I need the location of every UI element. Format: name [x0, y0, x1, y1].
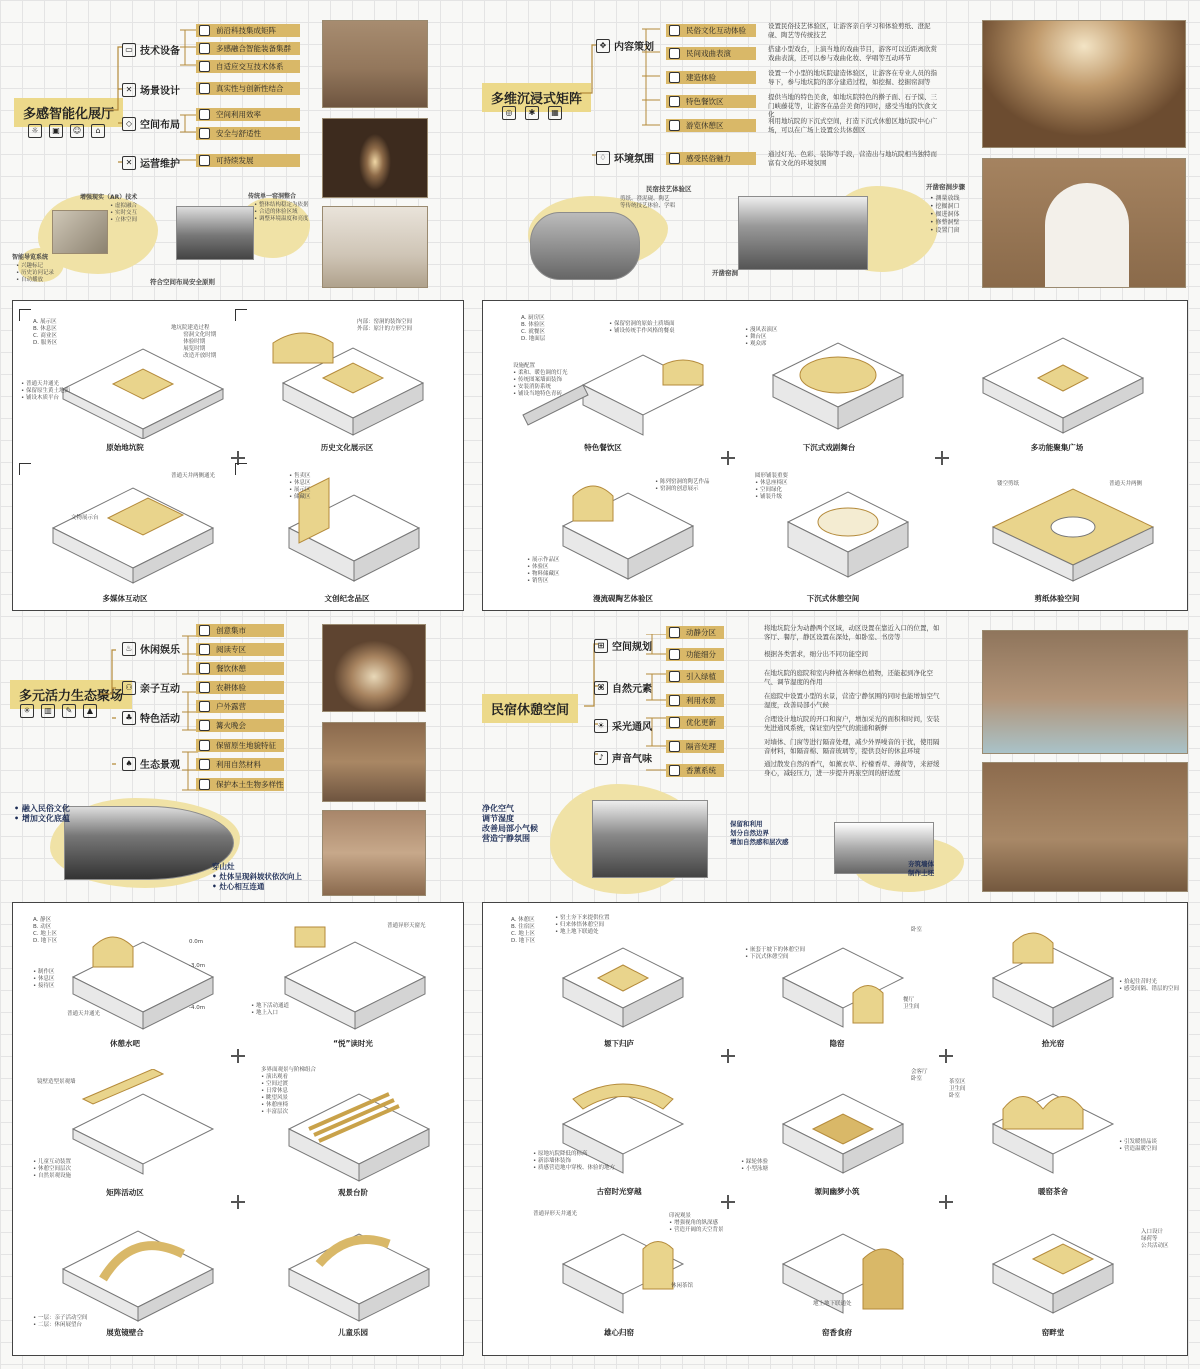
- q7-legend: A. 静区 B. 动区 C. 地上区 D. 地下区: [33, 917, 58, 944]
- iso-yaopan-hall: [973, 1209, 1133, 1319]
- cat-family: ⚇ 亲子互动: [122, 680, 180, 695]
- cat-layout: ◇ 空间布局: [122, 116, 180, 131]
- render-hall-2: [322, 118, 428, 198]
- cat-sound-scent: ♪ 声音气味: [594, 750, 652, 765]
- bird-icon: [199, 779, 210, 790]
- immersive-icons: [502, 106, 562, 120]
- leaf-icon: [669, 671, 680, 682]
- family-icon: ⚇: [122, 681, 136, 695]
- mask-icon: [669, 25, 680, 36]
- homestay-note-wall: 夯筑墙体 制作土坯: [908, 860, 934, 877]
- bar-folk: 民俗文化互动体验: [666, 24, 756, 37]
- frame-tr: [235, 309, 247, 321]
- panel-exhibition-diagrams: [12, 300, 464, 611]
- leaf-icon: [199, 155, 210, 166]
- bar-market: 创意集市: [196, 624, 284, 637]
- bench-icon: [669, 120, 680, 131]
- render-arch-suite: [982, 762, 1188, 892]
- homestay-note-air: 净化空气 调节湿度 改善局部小气候 营造宁静氛围: [482, 804, 538, 843]
- render-lantern-hall: [982, 20, 1186, 148]
- q8-legend: A. 休憩区 B. 住宿区 C. 地上区 D. 地下区: [511, 917, 536, 944]
- iso-plaza: [963, 323, 1163, 439]
- cat-tech: ▭ 技术设备: [122, 42, 180, 57]
- bar-safety: 安全与舒适性: [196, 127, 300, 140]
- desc-subdivide: 根据各类需求，细分出不同功能空间: [764, 650, 868, 658]
- iso-hidden-cave: [763, 923, 923, 1033]
- iso-papercut: [973, 477, 1173, 587]
- bar-aroma: 香薰系统: [666, 764, 724, 777]
- q3-note-light: • 普通天井通光 • 保留原生黄土地面 • 铺设木质平台: [21, 381, 70, 401]
- q4-note-twin: 普通天井两侧: [1109, 481, 1143, 487]
- quadrant-homestay: [482, 614, 1200, 904]
- book-icon: [199, 644, 210, 655]
- guide-items: • 兴趣标记 • 历史访问记录 • 自动播放: [16, 263, 54, 283]
- q4-legend: A. 厨房区 B. 体验区 C. 就餐区 D. 地面层: [521, 315, 546, 342]
- quadrant-immersive-matrix: [491, 0, 1200, 295]
- q8-note-1: • 窑土夯下来提供位置 • 归来体悟休憩空间 • 地上地下联通处: [555, 915, 610, 935]
- bulb-icon: ☼: [28, 124, 42, 138]
- forest-icon: ♠: [122, 757, 136, 771]
- wood-icon: [199, 759, 210, 770]
- cap-tea: 暖窑茶舍: [1038, 1187, 1068, 1196]
- plan-icon: ⊞: [594, 639, 608, 653]
- q7-cross-2: [231, 1195, 245, 1209]
- desc-optimize: 合理设计地坑院的开口和窗户，增加采光的面积和时间，安装先进通风系统，保证室内空气的流通和新鲜: [764, 715, 940, 732]
- bar-sustain: 可持续发展: [196, 154, 300, 167]
- cat-leisure: ♨ 休闲娱乐: [122, 641, 180, 656]
- q4-note-facility: 设施配置 • 柔和、暖色调的灯光 • 传统图案墙面装饰 • 安装消防系统 • 铺设当地特色青砖: [513, 363, 568, 397]
- lamp-icon: ♢: [596, 151, 610, 165]
- q8-note-4: 卧室: [911, 927, 923, 933]
- vr-icon: ◎: [502, 106, 516, 120]
- bowl-icon: [669, 96, 680, 107]
- q4-note-pottery: • 陈列窑洞的陶艺作品 • 窑洞的创意展示: [655, 479, 710, 492]
- q4-note-zones: • 展示作品区 • 体验区 • 物料储藏区 • 销售区: [527, 557, 560, 584]
- cap-kitchen: 窑香食府: [822, 1328, 852, 1337]
- split-icon: [669, 649, 680, 660]
- store-icon: [199, 625, 210, 636]
- cap-shiguang: 拾光窑: [1041, 1039, 1065, 1048]
- window-icon: [669, 717, 680, 728]
- bar-folk-charm: 感受民俗魅力: [666, 152, 756, 165]
- cap-dream: 塬间幽梦小筑: [814, 1187, 860, 1196]
- cap-matrix: 矩阵活动区: [106, 1188, 144, 1197]
- hammer-icon: [669, 72, 680, 83]
- iso-multimedia: [33, 473, 233, 589]
- desc-opera: 搭建小型戏台，上演当地的戏曲节目，游客可以近距离欣赏戏曲表演，还可以参与戏曲化妆、学唱等互动环节: [768, 45, 937, 62]
- q4-note-stage: • 漫风表演区 • 舞台区 • 观众席: [745, 327, 778, 347]
- safety-note: 符合空间布局安全原则: [150, 278, 215, 286]
- render-hall-1: [322, 20, 428, 108]
- cap-papercut: 剪纸体验空间: [1034, 594, 1080, 603]
- q8-note-7: • 踩轮体验 • 小型泳塘: [741, 1159, 768, 1172]
- iso-mirror: [43, 1209, 233, 1325]
- cap-multimedia: 多媒体互动区: [102, 594, 148, 603]
- q8-note-6: • 原地坑院降低的标高 • 新添墙体装饰 • 质感营造地中穿梭、体验的地方: [533, 1151, 615, 1171]
- bar-bonfire: 篝火晚会: [196, 719, 284, 732]
- q4-note-papercut: 镂空剪纸: [997, 481, 1020, 487]
- q7-note-passage: • 地下活动通道 • 地上入口: [251, 1003, 289, 1016]
- q8-cross-3: [721, 1195, 735, 1209]
- q8-note-13: 休闲茶馆: [671, 1283, 694, 1289]
- cat-ops: ✕ 运营维护: [122, 155, 180, 170]
- landscape-icon: ▲: [83, 704, 97, 718]
- q3-note-build: 地坑院建造过程 窑洞文化时期 体验时期 展览时期 改造开放时期: [171, 325, 217, 359]
- bar-materials: 利用自然材料: [196, 758, 284, 771]
- bar-optimize: 优化更新: [666, 716, 724, 729]
- cave-dig-photo: [738, 196, 868, 270]
- iso-kids: [269, 1209, 449, 1325]
- eco-bottom-note: 穿山灶 • 灶体呈现斜坡状依次向上 • 灶心相互连通: [212, 862, 302, 891]
- panel-homestay-diagrams: [482, 902, 1188, 1356]
- bar-landform: 保留原生地貌特征: [196, 739, 284, 752]
- render-pool-court: [982, 630, 1188, 754]
- q8-cross-4: [939, 1195, 953, 1209]
- cat-planning: ⊞ 空间规划: [594, 638, 652, 653]
- cap-kids: 儿童乐园: [338, 1328, 368, 1337]
- cube-icon: ◇: [122, 117, 136, 131]
- tools-icon: ✕: [122, 156, 136, 170]
- panorama-photo: [64, 806, 234, 880]
- eco-icons: [20, 704, 97, 718]
- network-icon: ✱: [525, 106, 539, 120]
- q4-note-ring: 圆形铺装重要 • 休息座椅区 • 空间绿化 • 铺装升级: [755, 473, 789, 500]
- cap-pottery: 漫流砚陶艺体验区: [593, 594, 653, 603]
- render-hall-wide: [322, 722, 426, 802]
- cat-scene: ✕ 场景设计: [122, 82, 180, 97]
- desc-greenery: 在地坑院的庭院和室内种植各种绿色植物，还能起到净化空气、调节湿度的作用: [764, 669, 933, 686]
- bar-greenery: 引入绿植: [666, 670, 724, 683]
- utensils-icon: [199, 663, 210, 674]
- cap-history: 历史文化展示区: [320, 443, 374, 452]
- scene-icon: ✕: [122, 83, 136, 97]
- frame-tl: [19, 309, 31, 321]
- center-cross-q4: [721, 451, 735, 465]
- q8-cross-2: [939, 1049, 953, 1063]
- q3-note-twin: 普通天井两侧通光: [171, 473, 216, 479]
- exp-title: 民宿技艺体验区: [646, 185, 692, 193]
- q7-note-light: 普通天井通光: [67, 1011, 101, 1017]
- q8-note-3: 餐厅 卫生间: [903, 997, 920, 1010]
- q8-note-5: • 拾起往昔时光 • 感受间隔、错层的空间: [1119, 979, 1179, 992]
- render-cave-lounge: [322, 624, 426, 712]
- fire-icon: [199, 720, 210, 731]
- ar-device-image: [52, 210, 108, 254]
- cap-heart: 雄心归窑: [604, 1328, 634, 1337]
- center-cross-q4b: [935, 451, 949, 465]
- cap-yuanxia: 塬下归庐: [604, 1039, 634, 1048]
- layers-icon: [199, 61, 210, 72]
- cap-original: 原始地坑院: [106, 443, 144, 452]
- immersive-title: 多维沉浸式矩阵: [482, 83, 591, 112]
- iso-yuanxia: [543, 923, 703, 1033]
- ar-title: 增强现实（AR）技术: [80, 194, 138, 201]
- frame-br: [235, 463, 247, 475]
- cat-ambience: ♢ 环境氛围: [596, 150, 654, 165]
- tent-icon: [199, 701, 210, 712]
- iso-shiguang: [973, 923, 1133, 1033]
- cap-stage: 下沉式戏剧舞台: [802, 443, 856, 452]
- desc-folk: 设置民俗技艺体验区，让游客亲自学习和体验剪纸、澄泥砚、陶艺等传统技艺: [768, 22, 931, 39]
- q8-note-12: 印祝观景 • 增强视角的纵深感 • 营造开阔的天空背景: [669, 1213, 724, 1233]
- smart-hall-icons: [28, 124, 105, 138]
- q8-note-10: • 引发暖情品谈 • 营造温暖空间: [1119, 1139, 1157, 1152]
- bar-build: 建造体验: [666, 71, 756, 84]
- building-icon: ⌂: [91, 124, 105, 138]
- speaker-icon: ♪: [594, 751, 608, 765]
- q3-note-interior: 内部：窑洞的装饰空间 外部：原汁的方形空间: [357, 319, 413, 332]
- q7-level-4: -4.0m: [189, 1005, 206, 1011]
- homestay-title: 民宿休憩空间: [482, 694, 578, 723]
- steps-title: 开凿窑洞步骤: [926, 183, 965, 191]
- desc-water: 在庭院中设置小型的水景，营造宁静氛围的同时也能增加空气湿度，改善局部小气候: [764, 692, 940, 709]
- q7-level-3: -3.0m: [189, 963, 206, 969]
- monitor-icon: ▭: [122, 43, 136, 57]
- cup-icon: ♨: [122, 642, 136, 656]
- quadrant-smart-hall: [0, 0, 600, 295]
- bar-authentic: 真实性与创新性结合: [196, 82, 300, 95]
- eye-icon: [669, 48, 680, 59]
- cap-yaopan: 窑畔堂: [1041, 1328, 1065, 1337]
- bar-subdivide: 功能细分: [666, 648, 724, 661]
- cap-restaurant: 特色餐饮区: [584, 443, 622, 452]
- q7-note-skylight: 普通异形天窗光: [387, 923, 426, 929]
- chart-icon: ▥: [41, 704, 55, 718]
- frame-bl: [19, 463, 31, 475]
- q7-cross-1: [231, 1049, 245, 1063]
- iso-dream-lodge: [763, 1069, 923, 1179]
- bar-farming: 农耕体验: [196, 681, 284, 694]
- zone-icon: [669, 627, 680, 638]
- cap-steps: 观景台阶: [338, 1188, 368, 1197]
- panel-eco-diagrams: [12, 902, 464, 1356]
- folk-craft-photo: [530, 212, 640, 280]
- exhibit-photo: [176, 206, 254, 260]
- desc-build: 设置一个小型的地坑院建造体验区，让游客在专业人员的指导下，参与地坑院的部分建造过程，如挖掘、挖掘窑洞等: [768, 69, 937, 86]
- eco-title: 多元活力生态聚场: [10, 680, 132, 709]
- q8-note-14: 地上地下联通处: [813, 1301, 852, 1307]
- sense-icon: [199, 43, 210, 54]
- q8-note-11: 普通异形天井通光: [533, 1211, 578, 1217]
- tree-icon: ♣: [122, 711, 136, 725]
- face-icon: ☺: [70, 124, 84, 138]
- bar-food: 特色餐饮区: [666, 95, 756, 108]
- desc-food: 提供当地的特色美食，如地坑院特色的擀子面、石子馍、三门峡藤花等，让游客在品尝美食的同时，感受当地的饮食文化: [768, 93, 937, 118]
- cat-eco: ♠ 生态景观: [122, 756, 180, 771]
- cap-mirror: 展览镜壁合: [106, 1328, 144, 1337]
- sprout-icon: [199, 682, 210, 693]
- q7-note-kids: • 儿童互动装置 • 休憩空间层次 • 自然景观设施: [33, 1159, 71, 1179]
- q7-note-floors: • 一层：亲子活动空间 • 二层：休闲展望台: [33, 1315, 88, 1328]
- steps-items: • 测量放线 • 挖掘洞口 • 掘进洞体 • 修整洞壁 • 设置门窗: [930, 195, 960, 234]
- quadrant-eco-hub: [0, 614, 600, 904]
- q8-cross-1: [721, 1049, 735, 1063]
- bar-dining: 餐饮休憩: [196, 662, 284, 675]
- bar-frontier-tech: 前沿科技集成矩阵: [196, 24, 300, 37]
- iso-reading: [265, 917, 445, 1033]
- render-arch-hall: [322, 810, 426, 896]
- cat-content: ✥ 内容策划: [596, 38, 654, 53]
- bar-camping: 户外露营: [196, 700, 284, 713]
- grid-icon: [199, 109, 210, 120]
- atom-icon: ✳: [20, 704, 34, 718]
- shield-icon: [199, 128, 210, 139]
- cap-sunken: 下沉式休憩空间: [806, 594, 860, 603]
- lantern-icon: [669, 153, 680, 164]
- homestay-note-keep: 保留和利用 划分自然边界 增加自然感和层次感: [730, 820, 789, 846]
- desc-ambience: 通过灯光、色彩、装饰等手段，营造出与地坑院相当独特而富有文化的环境氛围: [768, 150, 937, 167]
- diamond-icon: [199, 83, 210, 94]
- trad-items: • 整体结构稳定为依据 • 合适的体验区域 • 调整环境温度和亮度: [254, 202, 309, 222]
- cap-time: 古窑时光穿越: [596, 1187, 642, 1196]
- q3-legend: A. 展示区 B. 休息区 C. 商业区 D. 服务区: [33, 319, 58, 346]
- iso-matrix: [53, 1069, 233, 1185]
- iso-stage: [753, 325, 923, 439]
- open-cave-label: 开凿窑洞: [712, 269, 738, 277]
- iso-tea-house: [973, 1069, 1133, 1179]
- desc-tour: 利用地坑院的下沉式空间，打造下沉式休憩区地坑院中心广场，可以在广场上设置公共休憩区: [768, 117, 937, 134]
- panel-immersive-diagrams: [482, 300, 1188, 611]
- cap-plaza: 多功能聚集广场: [1030, 443, 1084, 452]
- q8-note-15: 入口设计 绿荷等 公共活动区: [1141, 1229, 1169, 1249]
- bar-soundproof: 隔音处理: [666, 740, 724, 753]
- iso-sunken-rest: [773, 477, 923, 587]
- courtyard-photo: [592, 800, 708, 878]
- ar-items: • 虚拟融合 • 实时交互 • 立体空间: [110, 203, 137, 223]
- desc-aroma: 通过散发自然的香气，如薰衣草、柠檬香草、薄荷等，来舒缓身心，减轻压力，进一步提升再旅空间的舒适度: [764, 760, 940, 777]
- exp-items: 剪纸、澄泥砚、陶艺 等传统技艺体验、学唱: [620, 196, 676, 209]
- guide-title: 智能导览系统: [12, 254, 49, 261]
- cat-nature: ⌘ 自然元素: [594, 680, 652, 695]
- cap-reading: “悦”读时光: [333, 1039, 373, 1048]
- sun-icon: ☀: [594, 719, 608, 733]
- iso-history-exhibit: [263, 323, 443, 439]
- desc-soundproof: 对墙体、门窗等进行隔音处理，减少外界噪音的干扰，使用隔音材料，如隔音棉、隔音玻璃等，提供良好的休息环境: [764, 738, 940, 755]
- cat-light-air: ☀ 采光通风: [594, 718, 652, 733]
- q8-note-9: 茶室区 卫生间 卧室: [949, 1079, 966, 1099]
- smart-hall-title: 多感智能化展厅: [14, 98, 123, 127]
- bar-water: 利用水景: [666, 694, 724, 707]
- aroma-icon: [669, 765, 680, 776]
- bar-reading: 阅读专区: [196, 643, 284, 656]
- cap-waterbar: 休憩水吧: [110, 1039, 140, 1048]
- q4-note-wall: • 保留窑洞的原始土质墙面 • 铺设传统手作风格的餐桌: [609, 321, 675, 334]
- plant-icon: ⌘: [594, 681, 608, 695]
- bar-tour: 游览休憩区: [666, 119, 756, 132]
- screen-icon: ▣: [49, 124, 63, 138]
- mountain-icon: [199, 740, 210, 751]
- cat-events: ♣ 特色活动: [122, 710, 180, 725]
- cap-souvenir: 文创纪念品区: [324, 594, 370, 603]
- bar-zoning: 动静分区: [666, 626, 724, 639]
- eco-left-note: • 融入民俗文化 • 增加文化底蕴: [14, 804, 70, 823]
- pen-icon: ✎: [62, 704, 76, 718]
- q3-note-zones: • 售卖区 • 休息区 • 展示区 • 储藏区: [289, 473, 311, 500]
- bar-opera: 民间戏曲表演: [666, 47, 756, 60]
- q8-note-8: 会客厅 卧室: [911, 1069, 928, 1082]
- q7-note-zones: • 制作区 • 休息区 • 接待区: [33, 969, 55, 989]
- q7-note-view: 多界面观景与阶梯组合 • 演出观看 • 空间过渡 • 日常休息 • 眺望风景 • 休憩座椅 • 丰富层次: [261, 1067, 317, 1115]
- bar-space-efficiency: 空间利用效率: [196, 108, 300, 121]
- q8-note-2: • 嵌套于坡下的休憩空间 • 下沉式休憩空间: [745, 947, 805, 960]
- arch-opening: [1045, 183, 1129, 288]
- cap-hidden: 隐窑: [829, 1039, 845, 1048]
- q7-level-0: 0.0m: [189, 939, 204, 945]
- atom-icon: [199, 25, 210, 36]
- tiles-icon: ▦: [548, 106, 562, 120]
- q7-note-mirror: 镜壁造型景观墙: [37, 1079, 76, 1085]
- render-arch-room: [982, 158, 1186, 288]
- render-hall-3: [322, 206, 428, 288]
- bar-multi-sense: 多感融合智能装备集群: [196, 42, 300, 55]
- desc-zoning: 将地坑院分为动静两个区域，动区设置在靠近入口的位置，如客厅、餐厅，静区设置在深处，如卧室、书房等: [764, 624, 940, 641]
- trad-title: 传统单一窑洞整合: [248, 193, 297, 200]
- bar-biodiversity: 保护本土生物多样性: [196, 778, 284, 791]
- q3-note-display: 文物展示台: [71, 515, 99, 521]
- puzzle-icon: ✥: [596, 39, 610, 53]
- bar-adaptive: 自适应交互技术体系: [196, 60, 300, 73]
- mute-icon: [669, 741, 680, 752]
- water-icon: [669, 695, 680, 706]
